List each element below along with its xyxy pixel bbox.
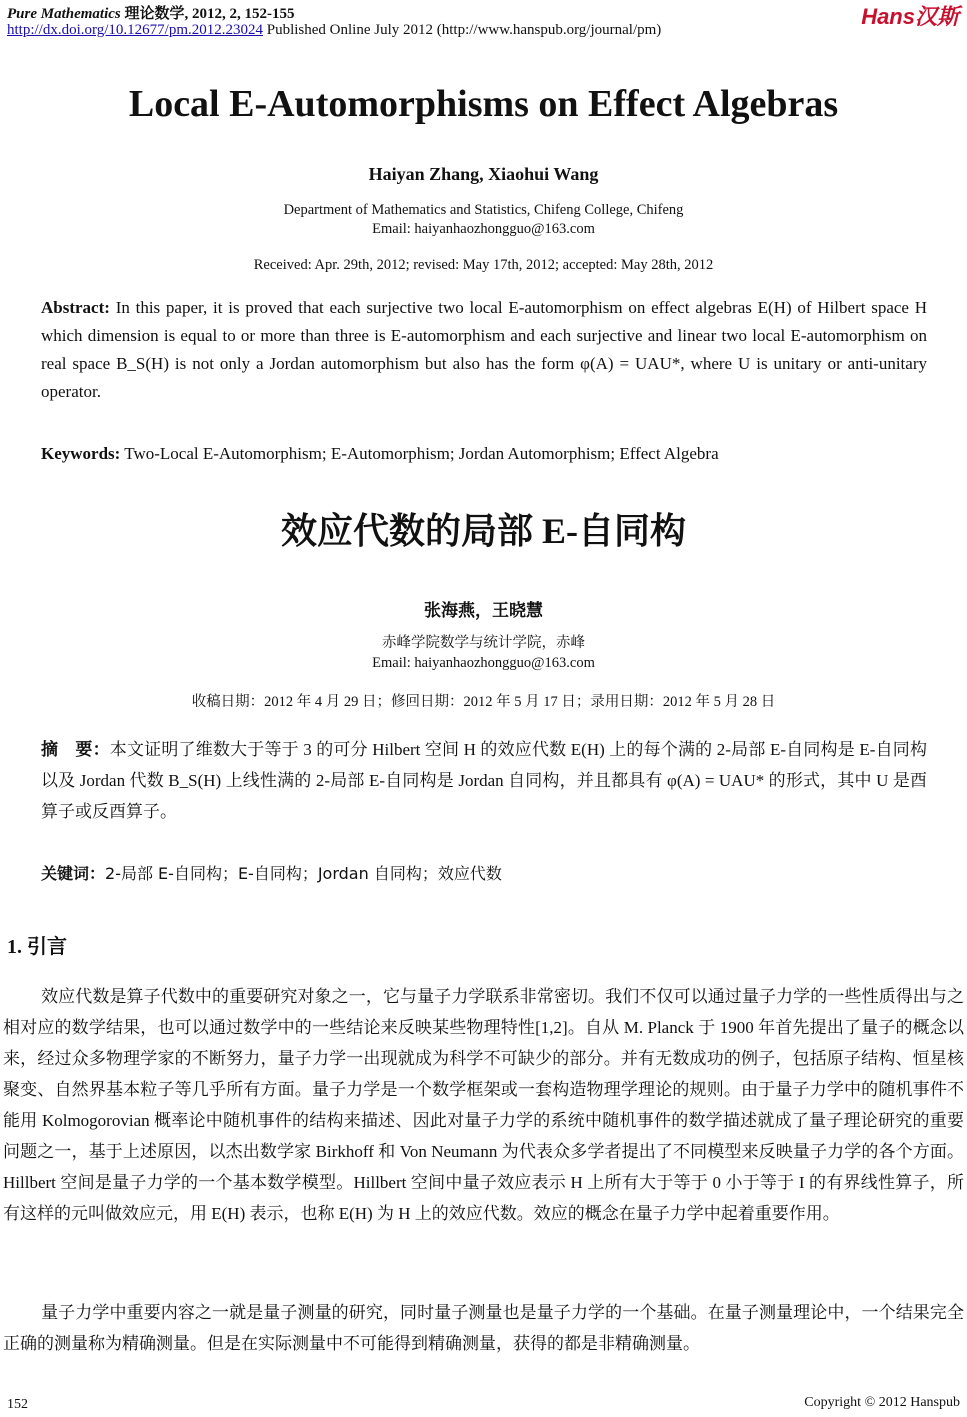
authors: Haiyan Zhang, Xiaohui Wang: [368, 164, 599, 184]
email: Email: haiyanhaozhongguo@163.com: [372, 221, 595, 237]
cn-title: 效应代数的局部 E-自同构: [280, 511, 686, 551]
cn-abstract-label: 摘 要：: [41, 740, 110, 759]
body-paragraph-2-text: 量子力学中重要内容之一就是量子测量的研究，同时量子测量也是量子力学的一个基础。在量子测量理论中，一个结果完全正确的测量称为精确测量。但是在实际测量中不可能得到精确测量，获得的都是非精确测量。: [3, 1303, 964, 1353]
cn-email: Email: haiyanhaozhongguo@163.com: [372, 655, 595, 671]
cn-abstract-text: 本文证明了维数大于等于 3 的可分 Hilbert 空间 H 的效应代数 E(H) 上的每个满的 2-局部 E-自同构是 E-自同构以及 Jordan 代数 B_S(H) 上线性满的 2-局部 E-自同构是 Jordan 自同构，并且都具有 φ(A) = UAU* 的形式，其中 U 是酉算子或反酉算子。: [41, 740, 927, 821]
cn-affiliation-block: [0, 633, 967, 673]
cn-keywords-text: 2-局部 E-自同构；E-自同构；Jordan 自同构；效应代数: [105, 864, 502, 883]
cn-keywords-label: 关键词：: [41, 864, 106, 883]
keywords-text: Two-Local E-Automorphism; E-Automorphism; Jordan Automorphism; Effect Algebra: [124, 444, 719, 463]
published-online: Published Online July 2012 (http://www.hanspub.org/journal/pm): [266, 22, 662, 38]
journal-cn: 理论数学, 2012, 2, 152-155: [124, 6, 295, 22]
abstract: [41, 294, 927, 406]
received-dates: Received: Apr. 29th, 2012; revised: May 17th, 2012; accepted: May 28th, 2012: [253, 257, 714, 273]
copyright: Copyright © 2012 Hanspub: [804, 1395, 960, 1410]
section-heading: 1. 引言: [7, 936, 67, 958]
abstract-label: Abstract:: [41, 298, 110, 317]
affiliation-block: [0, 201, 967, 239]
paper-title: Local E-Automorphisms on Effect Algebras: [128, 83, 839, 125]
cn-authors: 张海燕，王晓慧: [424, 601, 543, 621]
keywords-label: Keywords:: [41, 444, 121, 463]
cn-affiliation: 赤峰学院数学与统计学院，赤峰: [382, 635, 585, 651]
journal-header: [7, 2, 295, 23]
cn-keywords: [41, 860, 927, 888]
keywords: [41, 440, 927, 468]
affiliation: Department of Mathematics and Statistics, Chifeng College, Chifeng: [283, 202, 684, 218]
body-paragraph-2: [3, 1297, 964, 1359]
page-number: 152: [7, 1397, 28, 1412]
cn-abstract: [41, 734, 927, 827]
abstract-text: In this paper, it is proved that each surjective two local E-automorphism on effect algebras E(H) of Hilbert space H which dimension is equal to or more than three is E-automorphism and each surjective and linear two local E-automorphism on real space B_S(H) is not only a Jordan automorphism but also has the form φ(A) = UAU*, where U is unitary or anti-unitary operator.: [41, 298, 927, 401]
publisher-logo: Hans汉斯: [861, 4, 959, 29]
cn-received-dates: 收稿日期：2012 年 4 月 29 日；修回日期：2012 年 5 月 17 日；录用日期：2012 年 5 月 28 日: [191, 694, 776, 710]
journal-name: Pure Mathematics: [7, 6, 121, 22]
body-paragraph-1: [3, 981, 964, 1229]
doi-link[interactable]: http://dx.doi.org/10.12677/pm.2012.23024: [7, 22, 263, 38]
body-paragraph-1-text: 效应代数是算子代数中的重要研究对象之一，它与量子力学联系非常密切。我们不仅可以通过量子力学的一些性质得出与之相对应的数学结果，也可以通过数学中的一些结论来反映某些物理特性[1,2]。自从 M. Planck 于 1900 年首先提出了量子的概念以来，经过众多物理学家的不断努力，量子力学一出现就成为科学不可缺少的部分。并有无数成功的例子，包括原子结构、恒星核聚变、自然界基本粒子等几乎所有方面。量子力学是一个数学框架或一套构造物理学理论的规则。由于量子力学中的随机事件不能用 Kolmogorovian 概率论中随机事件的结构来描述、因此对量子力学的系统中随机事件的数学描述就成了量子理论研究的重要问题之一，基于上述原因，以杰出数学家 Birkhoff 和 Von Neumann 为代表众多学者提出了不同模型来反映量子力学的各个方面。Hillbert 空间是量子力学的一个基本数学模型。Hillbert 空间中量子效应表示 H 上所有大于等于 0 小于等于 I 的有界线性算子，所有这样的元叫做效应元，用 E(H) 表示，也称 E(H) 为 H 上的效应代数。效应的概念在量子力学中起着重要作用。: [3, 987, 964, 1223]
header-line-2: [7, 22, 661, 39]
